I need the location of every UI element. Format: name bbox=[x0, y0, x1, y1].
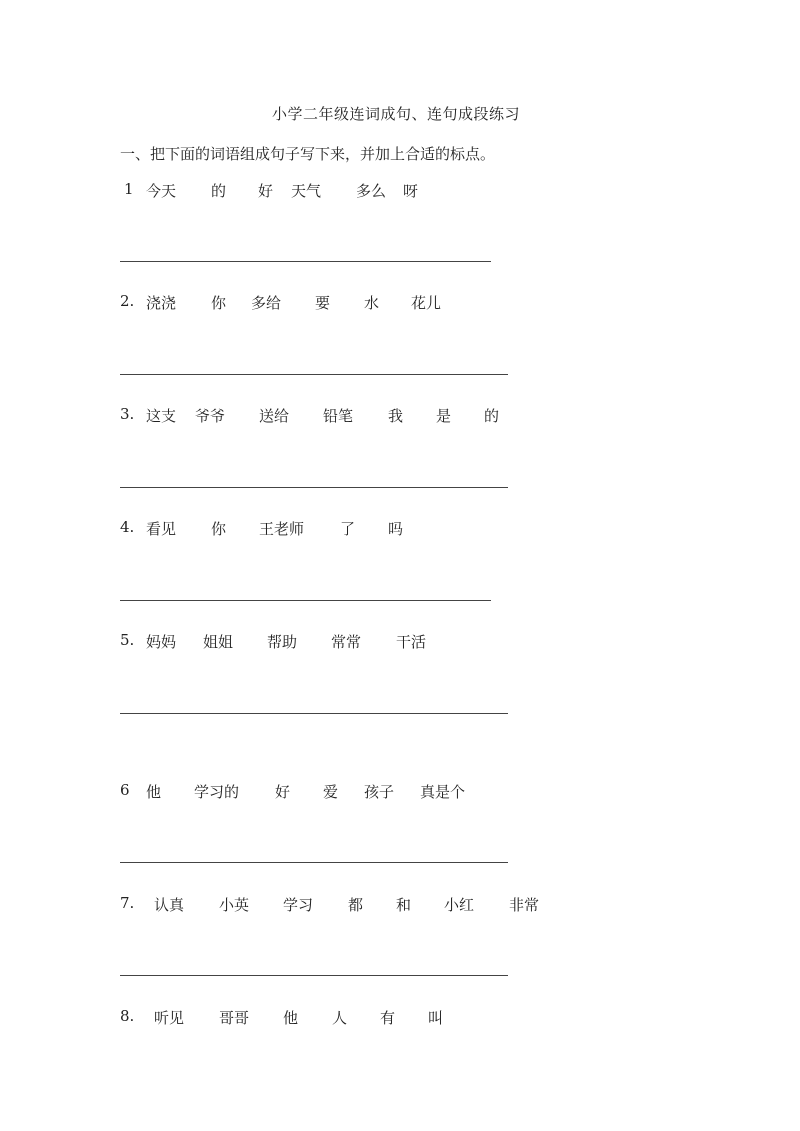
question-number: 2. bbox=[120, 292, 135, 310]
word: 铅笔 bbox=[323, 407, 354, 425]
question-number: 5. bbox=[120, 631, 135, 649]
question-number: 4. bbox=[120, 518, 135, 536]
word: 人 bbox=[332, 1009, 348, 1027]
word: 帮助 bbox=[267, 633, 298, 651]
word: 好 bbox=[258, 182, 274, 200]
word: 呀 bbox=[403, 182, 419, 200]
word: 叫 bbox=[428, 1009, 444, 1027]
word: 认真 bbox=[154, 896, 185, 914]
word: 有 bbox=[380, 1009, 396, 1027]
answer-line[interactable] bbox=[120, 975, 508, 977]
word: 干活 bbox=[396, 633, 427, 651]
word: 爷爷 bbox=[195, 407, 226, 425]
word: 常常 bbox=[331, 633, 362, 651]
word: 的 bbox=[211, 182, 227, 200]
answer-line[interactable] bbox=[120, 713, 508, 715]
word: 吗 bbox=[388, 520, 404, 538]
word: 这支 bbox=[146, 407, 177, 425]
word: 多么 bbox=[356, 182, 387, 200]
word: 姐姐 bbox=[203, 633, 234, 651]
word: 妈妈 bbox=[146, 633, 177, 651]
answer-line[interactable] bbox=[120, 600, 491, 602]
word: 孩子 bbox=[364, 783, 395, 801]
word: 小红 bbox=[444, 896, 475, 914]
word: 的 bbox=[484, 407, 500, 425]
word: 都 bbox=[348, 896, 364, 914]
word: 送给 bbox=[259, 407, 290, 425]
question-number: 8. bbox=[120, 1007, 135, 1025]
word: 好 bbox=[275, 783, 291, 801]
word: 学习 bbox=[283, 896, 314, 914]
word: 天气 bbox=[291, 182, 322, 200]
page-title: 小学二年级连词成句、连句成段练习 bbox=[272, 105, 521, 123]
word: 学习的 bbox=[194, 783, 240, 801]
word: 是 bbox=[436, 407, 452, 425]
word: 听见 bbox=[154, 1009, 185, 1027]
answer-line[interactable] bbox=[120, 261, 491, 263]
word: 你 bbox=[211, 520, 227, 538]
word: 今天 bbox=[146, 182, 177, 200]
word: 看见 bbox=[146, 520, 177, 538]
answer-line[interactable] bbox=[120, 487, 508, 489]
word: 他 bbox=[146, 783, 162, 801]
word: 要 bbox=[315, 294, 331, 312]
word: 真是个 bbox=[420, 783, 466, 801]
word: 水 bbox=[364, 294, 380, 312]
question-number: 3. bbox=[120, 405, 135, 423]
word: 非常 bbox=[509, 896, 540, 914]
answer-line[interactable] bbox=[120, 374, 508, 376]
word: 爱 bbox=[323, 783, 339, 801]
word: 花儿 bbox=[411, 294, 442, 312]
word: 哥哥 bbox=[219, 1009, 250, 1027]
word: 他 bbox=[283, 1009, 299, 1027]
answer-line[interactable] bbox=[120, 862, 508, 864]
word: 王老师 bbox=[259, 520, 305, 538]
question-number: 6 bbox=[120, 781, 130, 799]
question-number: 1 bbox=[124, 180, 134, 198]
word: 了 bbox=[340, 520, 356, 538]
word: 和 bbox=[396, 896, 412, 914]
word: 浇浇 bbox=[146, 294, 177, 312]
word: 你 bbox=[211, 294, 227, 312]
word: 多给 bbox=[251, 294, 282, 312]
section-heading: 一、把下面的词语组成句子写下来，并加上合适的标点。 bbox=[120, 145, 496, 163]
word: 小英 bbox=[219, 896, 250, 914]
word: 我 bbox=[388, 407, 404, 425]
question-number: 7. bbox=[120, 894, 135, 912]
